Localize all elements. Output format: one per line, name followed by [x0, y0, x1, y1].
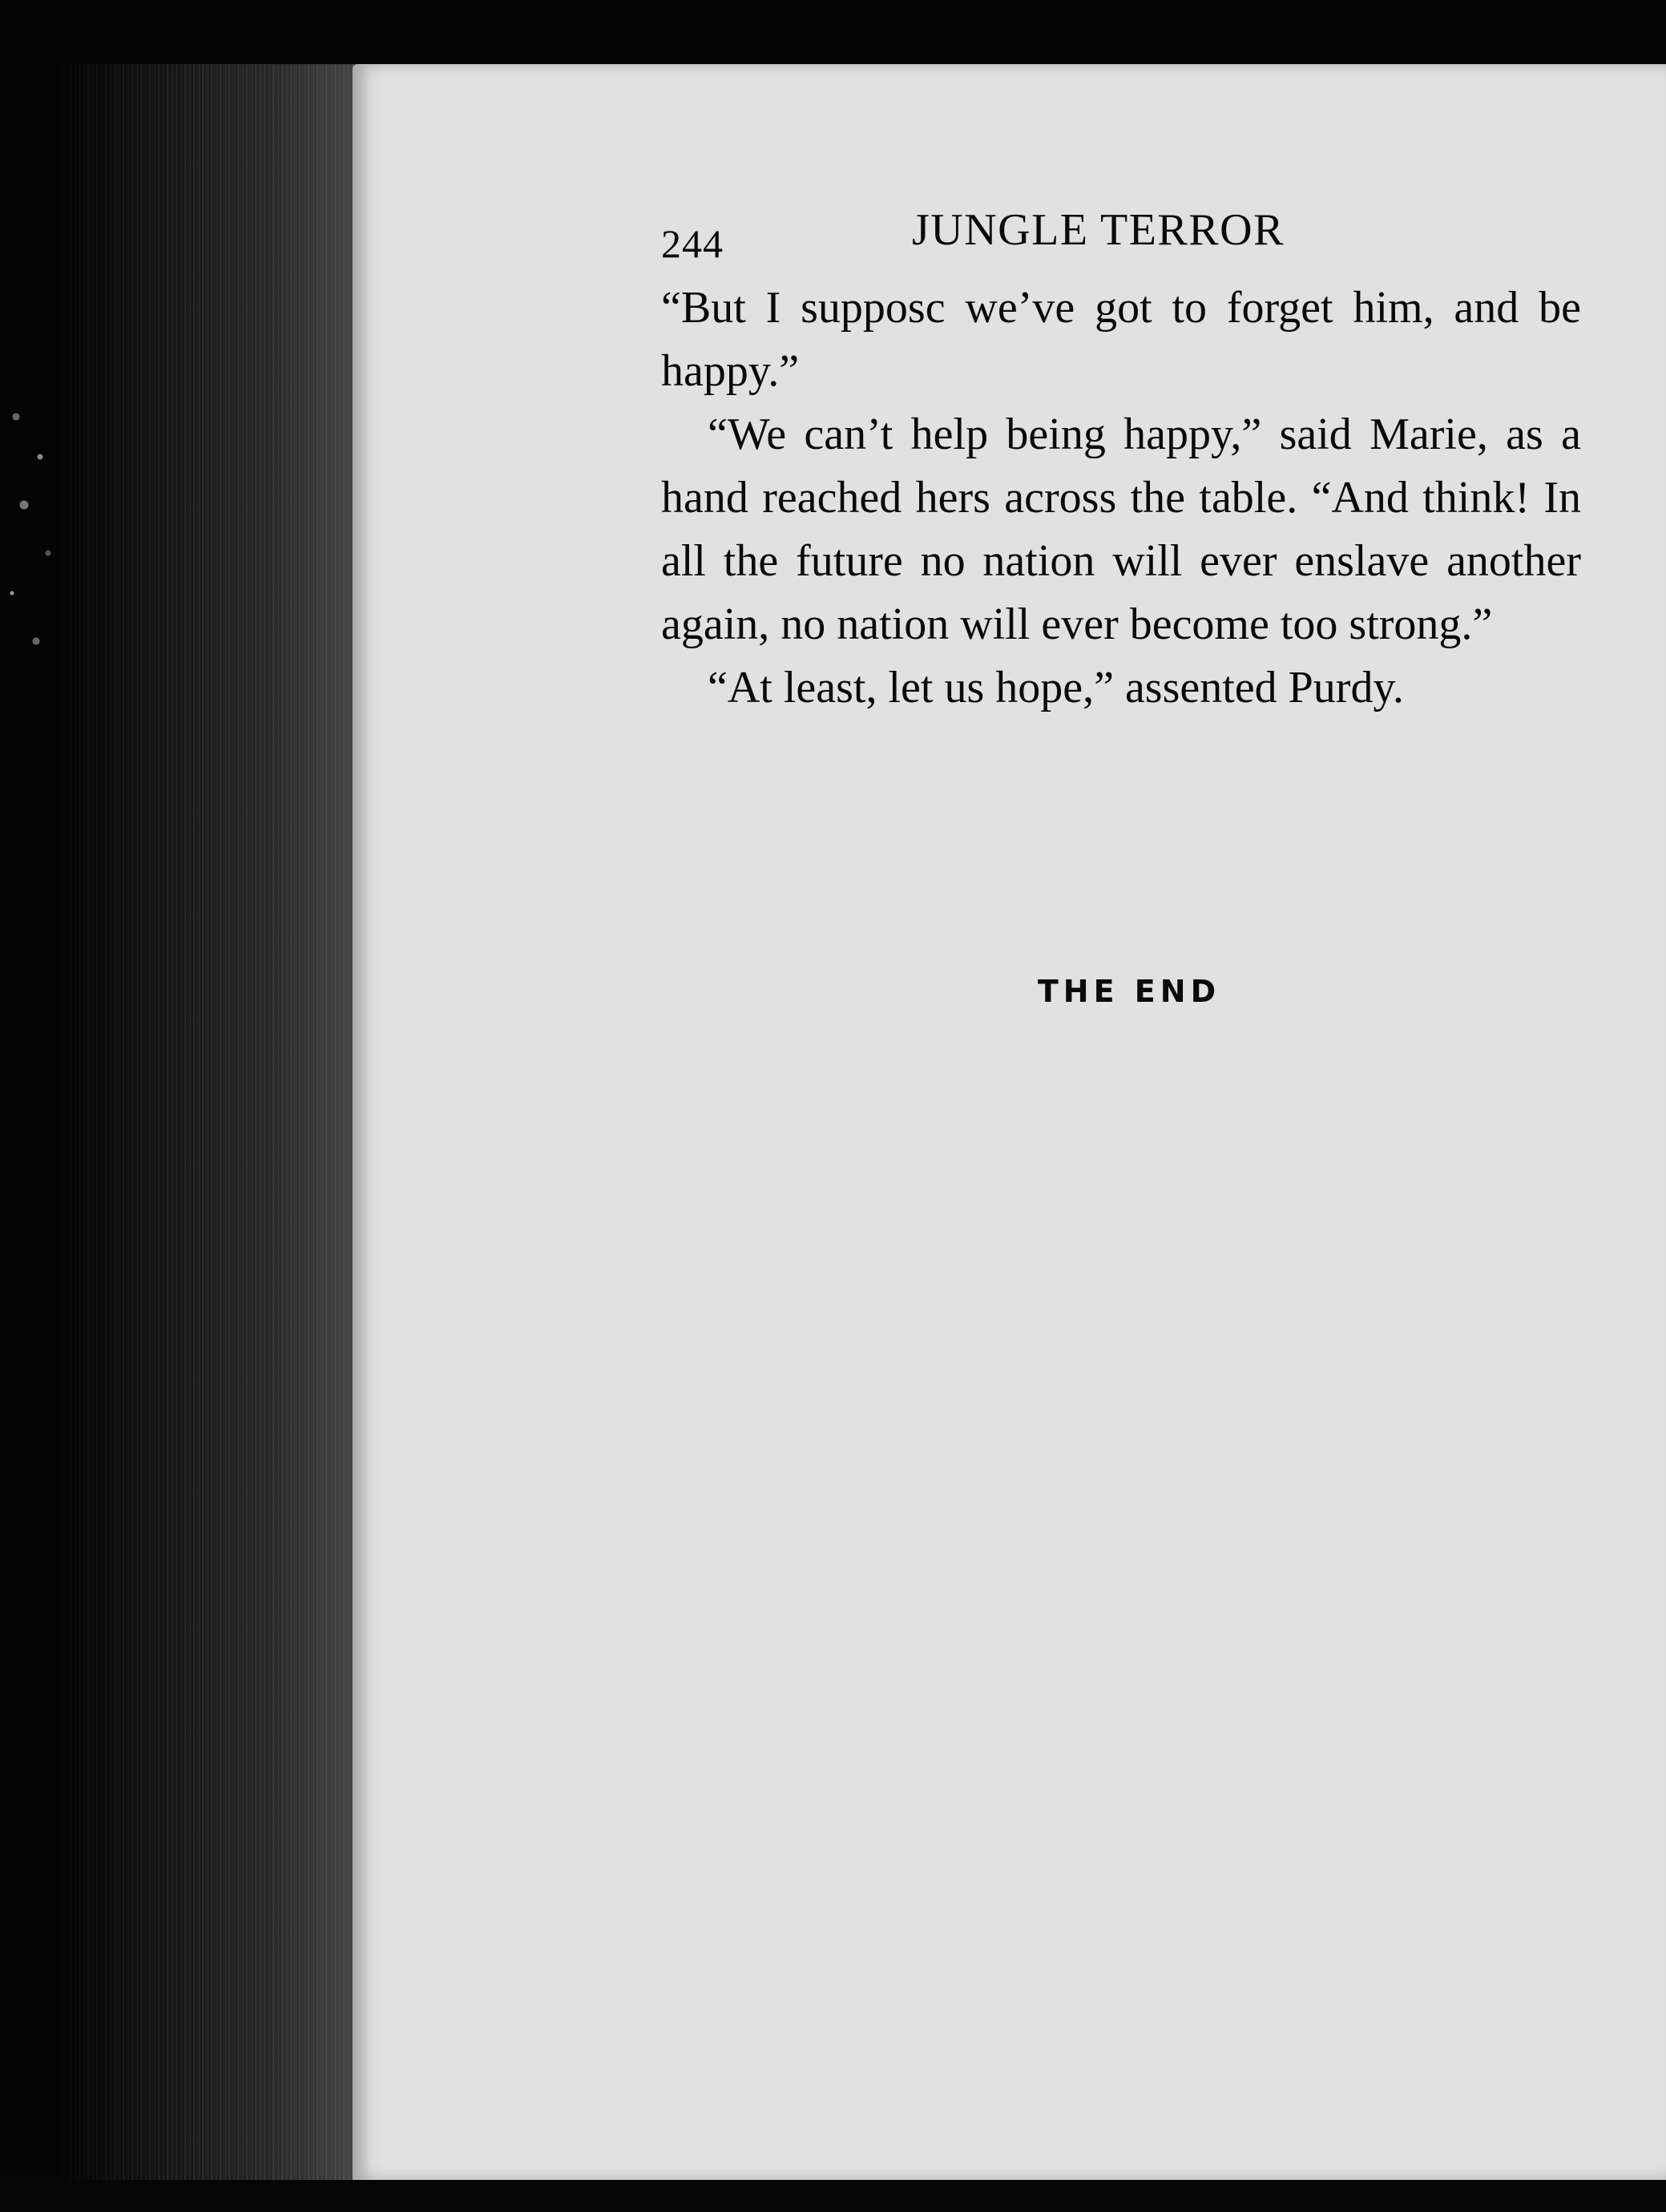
running-head [661, 204, 1581, 276]
paragraph-1: “But I supposc we’ve got to forget him, and be happy.” [661, 283, 1581, 396]
scan-speckles [0, 385, 64, 673]
the-end-label: THE END [1037, 974, 1221, 1009]
page-number: 244 [661, 221, 724, 266]
book-page [353, 64, 1666, 2180]
paragraph-3: “At least, let us hope,” assented Purdy. [708, 663, 1404, 712]
book-page-edges [56, 64, 361, 2180]
scan-bottom-edge [0, 2180, 1666, 2212]
text-block [661, 204, 1581, 1009]
paragraph-2: “We can’t help being happy,” said Marie, as a hand reached hers across the table. “And think! In all the future no nation will ever enslave another again, no nation will ever become too strong.” [661, 410, 1581, 649]
running-title: JUNGLE TERROR [912, 205, 1285, 255]
